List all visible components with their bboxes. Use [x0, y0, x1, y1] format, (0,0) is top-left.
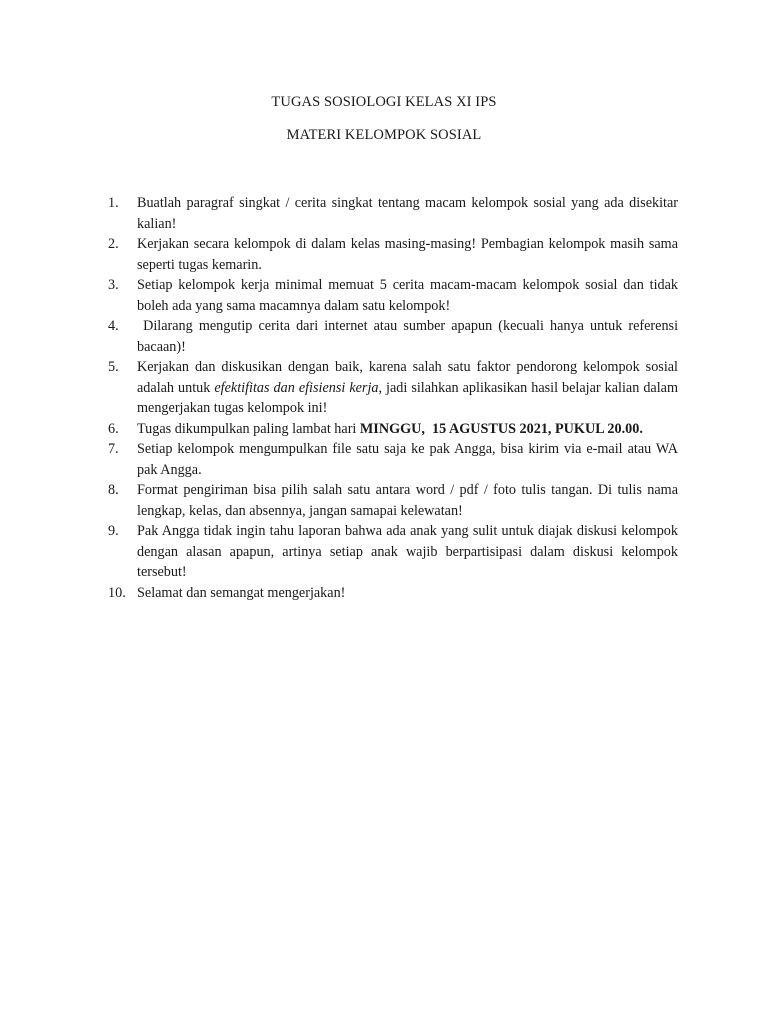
- list-item-text: Buatlah paragraf singkat / cerita singkat tentang macam kelompok sosial yang ada disekitar kalian!: [137, 195, 678, 232]
- document-title: TUGAS SOSIOLOGI KELAS XI IPS: [271, 94, 497, 110]
- list-item-text: Setiap kelompok mengumpulkan file satu saja ke pak Angga, bisa kirim via e-mail atau WA pak Angga.: [137, 441, 678, 478]
- list-item-number: 7.: [108, 441, 119, 457]
- list-item: [108, 234, 678, 275]
- list-item-number: 4.: [108, 318, 119, 334]
- list-item-text: Pak Angga tidak ingin tahu laporan bahwa ada anak yang sulit untuk diajak diskusi kelompok dengan alasan apapun, artinya setiap anak wajib berpartisipasi dalam diskusi kelompok tersebut!: [137, 523, 678, 580]
- list-item: [108, 419, 678, 440]
- list-item-number: 5.: [108, 359, 119, 375]
- list-item-text: [137, 419, 678, 440]
- list-item-text-part: Kerjakan dan diskusikan dengan baik, karena salah satu faktor pendorong kelompok sosial adalah untuk: [137, 359, 678, 396]
- list-item: [108, 480, 678, 521]
- list-item: [108, 521, 678, 583]
- list-item: [108, 316, 682, 357]
- list-item: [108, 583, 678, 604]
- list-item-number: 2.: [108, 236, 119, 252]
- task-list: [108, 193, 682, 603]
- list-item: [108, 357, 678, 419]
- list-item-number: 6.: [108, 420, 119, 437]
- list-item: [108, 275, 678, 316]
- list-item-text: Setiap kelompok kerja minimal memuat 5 cerita macam-macam kelompok sosial dan tidak boleh ada yang sama macamnya dalam satu kelompok!: [137, 277, 678, 314]
- list-item-number: 3.: [108, 277, 119, 293]
- list-item-text: Kerjakan secara kelompok di dalam kelas masing-masing! Pembagian kelompok masih sama seperti tugas kemarin.: [137, 236, 678, 273]
- list-item-text: Dilarang mengutip cerita dari internet atau sumber apapun (kecuali hanya untuk referensi bacaan)!: [137, 318, 682, 355]
- emphasis-text: efektifitas dan efisiensi kerja: [214, 379, 379, 396]
- list-item-text-part: Tugas dikumpulkan paling lambat hari: [137, 420, 360, 437]
- list-item-text: Selamat dan semangat mengerjakan!: [137, 584, 346, 601]
- list-item: [108, 439, 678, 480]
- list-item-number: 1.: [108, 195, 119, 211]
- document-subtitle: MATERI KELOMPOK SOSIAL: [286, 127, 482, 143]
- list-item-number: 9.: [108, 523, 119, 539]
- deadline-text: MINGGU, 15 AGUSTUS 2021, PUKUL 20.00.: [359, 420, 643, 437]
- list-item-text-part: , jadi silahkan aplikasikan hasil belajar kalian dalam mengerjakan tugas kelompok ini!: [137, 379, 678, 416]
- list-item-text: Format pengiriman bisa pilih salah satu antara word / pdf / foto tulis tangan. Di tulis nama lengkap, kelas, dan absennya, jangan samapai kelewatan!: [137, 482, 678, 519]
- list-item-number: 10.: [108, 584, 126, 601]
- list-item-text: [137, 357, 678, 419]
- list-item-number: 8.: [108, 482, 119, 498]
- list-item: [108, 193, 678, 234]
